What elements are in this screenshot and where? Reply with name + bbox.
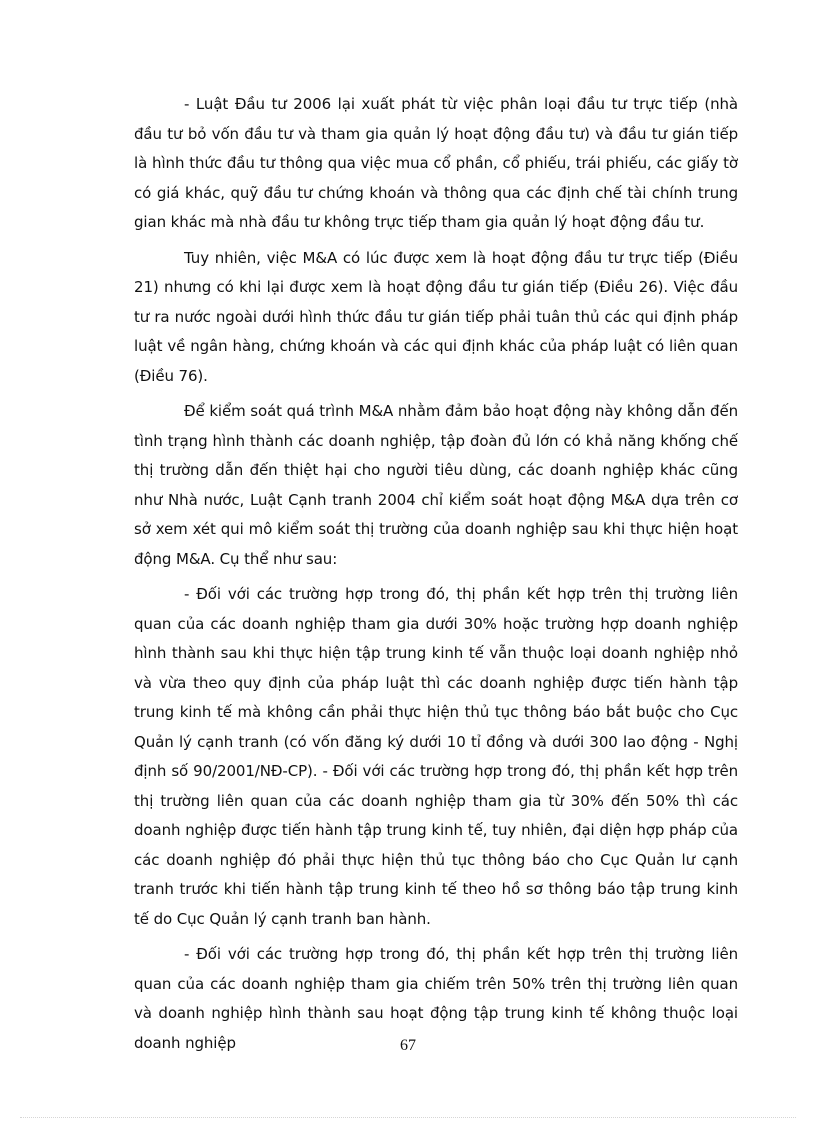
paragraph-market-share-thresholds: - Đối với các trường hợp trong đó, thị phần kết hợp trên thị trường liên quan của các doanh nghiệp tham gia dưới 30% hoặc trường hợp doanh nghiệp hình thành sau khi thực hiện tập trung kinh tế vẫn thuộc loại doanh nghiệp nhỏ và vừa theo quy định của pháp luật thì các doanh nghiệp được tiến hành tập trung kinh tế mà không cần phải thực hiện thủ tục thông báo bắt buộc cho Cục Quản lý cạnh tranh (có vốn đăng ký dưới 10 tỉ đồng và dưới 300 lao động - Nghị định số 90/2001/NĐ-CP). - Đối với các trường hợp trong đó, thị phần kết hợp trên thị trường liên quan của các doanh nghiệp tham gia từ 30% đến 50% thì các doanh nghiệp được tiến hành tập trung kinh tế, tuy nhiên, đại diện hợp pháp của các doanh nghiệp đó phải thực hiện thủ tục thông báo cho Cục Quản lư cạnh tranh trước khi tiến hành tập trung kinh tế theo hồ sơ thông báo tập trung kinh tế do Cục Quản lý cạnh tranh ban hành.: [134, 585, 738, 928]
paragraph-competition-law: Để kiểm soát quá trình M&A nhằm đảm bảo hoạt động này không dẫn đến tình trạng hình thành các doanh nghiệp, tập đoàn đủ lớn có khả năng khống chế thị trường dẫn đến thiệt hại cho người tiêu dùng, các doanh nghiệp khác cũng như Nhà nước, Luật Cạnh tranh 2004 chỉ kiểm soát hoạt động M&A dựa trên cơ sở xem xét qui mô kiểm soát thị trường của doanh nghiệp sau khi thực hiện hoạt động M&A. Cụ thể như sau:: [134, 402, 738, 568]
paragraph-over-50-percent: - Đối với các trường hợp trong đó, thị phần kết hợp trên thị trường liên quan của các doanh nghiệp tham gia chiếm trên 50% trên thị trường liên quan và doanh nghiệp hình thành sau hoạt động tập trung kinh tế không thuộc loại doanh nghiệp: [134, 945, 738, 1052]
body-text: [134, 90, 738, 1058]
paragraph-ma-direct-indirect: Tuy nhiên, việc M&A có lúc được xem là hoạt động đầu tư trực tiếp (Điều 21) nhưng có khi lại được xem là hoạt động đầu tư gián tiếp (Điều 26). Việc đầu tư ra nước ngoài dưới hình thức đầu tư gián tiếp phải tuân thủ các qui định pháp luật về ngân hàng, chứng khoán và các qui định khác của pháp luật có liên quan (Điều 76).: [134, 248, 738, 385]
page-bottom-divider: [20, 1117, 796, 1118]
paragraph-investment-law: - Luật Đầu tư 2006 lại xuất phát từ việc phân loại đầu tư trực tiếp (nhà đầu tư bỏ vốn đầu tư và tham gia quản lý hoạt động đầu tư) và đầu tư gián tiếp là hình thức đầu tư thông qua việc mua cổ phần, cổ phiếu, trái phiếu, các giấy tờ có giá khác, quỹ đầu tư chứng khoán và thông qua các định chế tài chính trung gian khác mà nhà đầu tư không trực tiếp tham gia quản lý hoạt động đầu tư.: [134, 95, 738, 231]
page-number: 67: [400, 1037, 416, 1054]
